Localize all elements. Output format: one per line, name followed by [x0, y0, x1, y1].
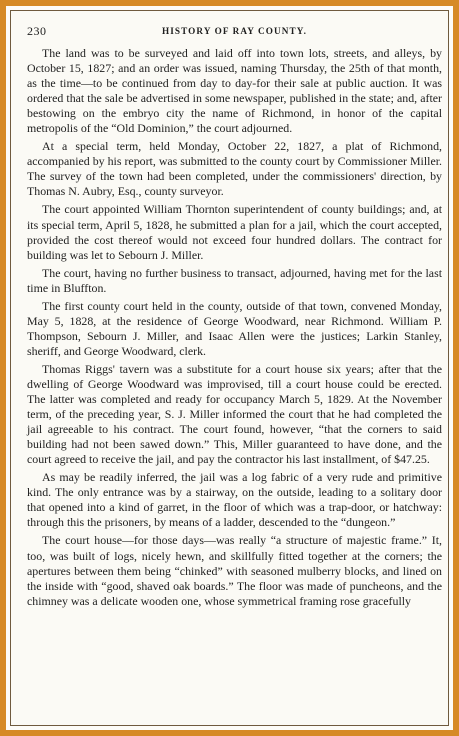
- paragraph: At a special term, held Monday, October 22, 1827, a plat of Richmond, accompanied by his report, was submitted to the county court by Commissioner Miller. The survey of the town had been completed, under the commissioners' direction, by Thomas N. Aubry, Esq., county surveyor.: [27, 139, 442, 199]
- paragraph: Thomas Riggs' tavern was a substitute for a court house six years; after that the dwelling of George Woodward was improvised, till a court house could be erected. The latter was completed and ready for occupancy March 5, 1829. At the November term, of the preceding year, S. J. Miller informed the court that he had completed the jail agreeable to his contract. The court found, however, “that the corners to said building had not been sawed down.” This, Miller guaranteed to have done, and the court agreed to receive the jail, and pay the contractor his last installment, of $47.25.: [27, 361, 442, 467]
- paragraph: The court, having no further business to transact, adjourned, having met for the last time in Bluffton.: [27, 265, 442, 295]
- running-head: [27, 24, 442, 46]
- page-scan: [10, 10, 449, 726]
- paragraph: The court appointed William Thornton superintendent of county buildings; and, at its special term, April 5, 1828, he submitted a plan for a jail, which the court accepted, provided the cost thereof would not exceed four hundred dollars. The contract for building was let to Sebourn J. Miller.: [27, 202, 442, 262]
- paragraph: The first county court held in the county, outside of that town, convened Monday, May 5, 1828, at the residence of George Woodward, near Richmond. William P. Thompson, Sebourn J. Miller, and Isaac Allen were the justices; Larkin Stanley, sheriff, and George Woodward, clerk.: [27, 298, 442, 358]
- body-text: [27, 46, 442, 609]
- paragraph: As may be readily inferred, the jail was a log fabric of a very rude and primitive kind. The only entrance was by a stairway, on the outside, leading to a solitary door that opened into a kind of garret, in the floor of which was a trap-door, or hatchway: through this the prisoners, by means of a ladder, descended to the “dungeon.”: [27, 470, 442, 530]
- paragraph: The court house—for those days—was really “a structure of majestic frame.” It, too, was built of logs, nicely hewn, and skillfully fitted together at the corners; the apertures between them being “chinked” with seasoned mulberry blocks, and lined on the inside with “good, shaved oak boards.” The floor was made of puncheons, and the chimney was a delicate wooden one, whose symmetrical framing rose gracefully: [27, 533, 442, 608]
- paragraph: The land was to be surveyed and laid off into town lots, streets, and alleys, by October 15, 1827; and an order was issued, naming Thursday, the 25th of that month, as the time—to be continued from day to day-for their sale at public auction. It was ordered that the sale be advertised in some newspaper, published in the state; and, after bestowing on the embryo city the name of Richmond, in honor of the capital metropolis of the “Old Dominion,” the court adjourned.: [27, 46, 442, 136]
- running-title: HISTORY OF RAY COUNTY.: [161, 26, 308, 36]
- page-number: 230: [27, 24, 47, 38]
- book-page: [27, 24, 442, 609]
